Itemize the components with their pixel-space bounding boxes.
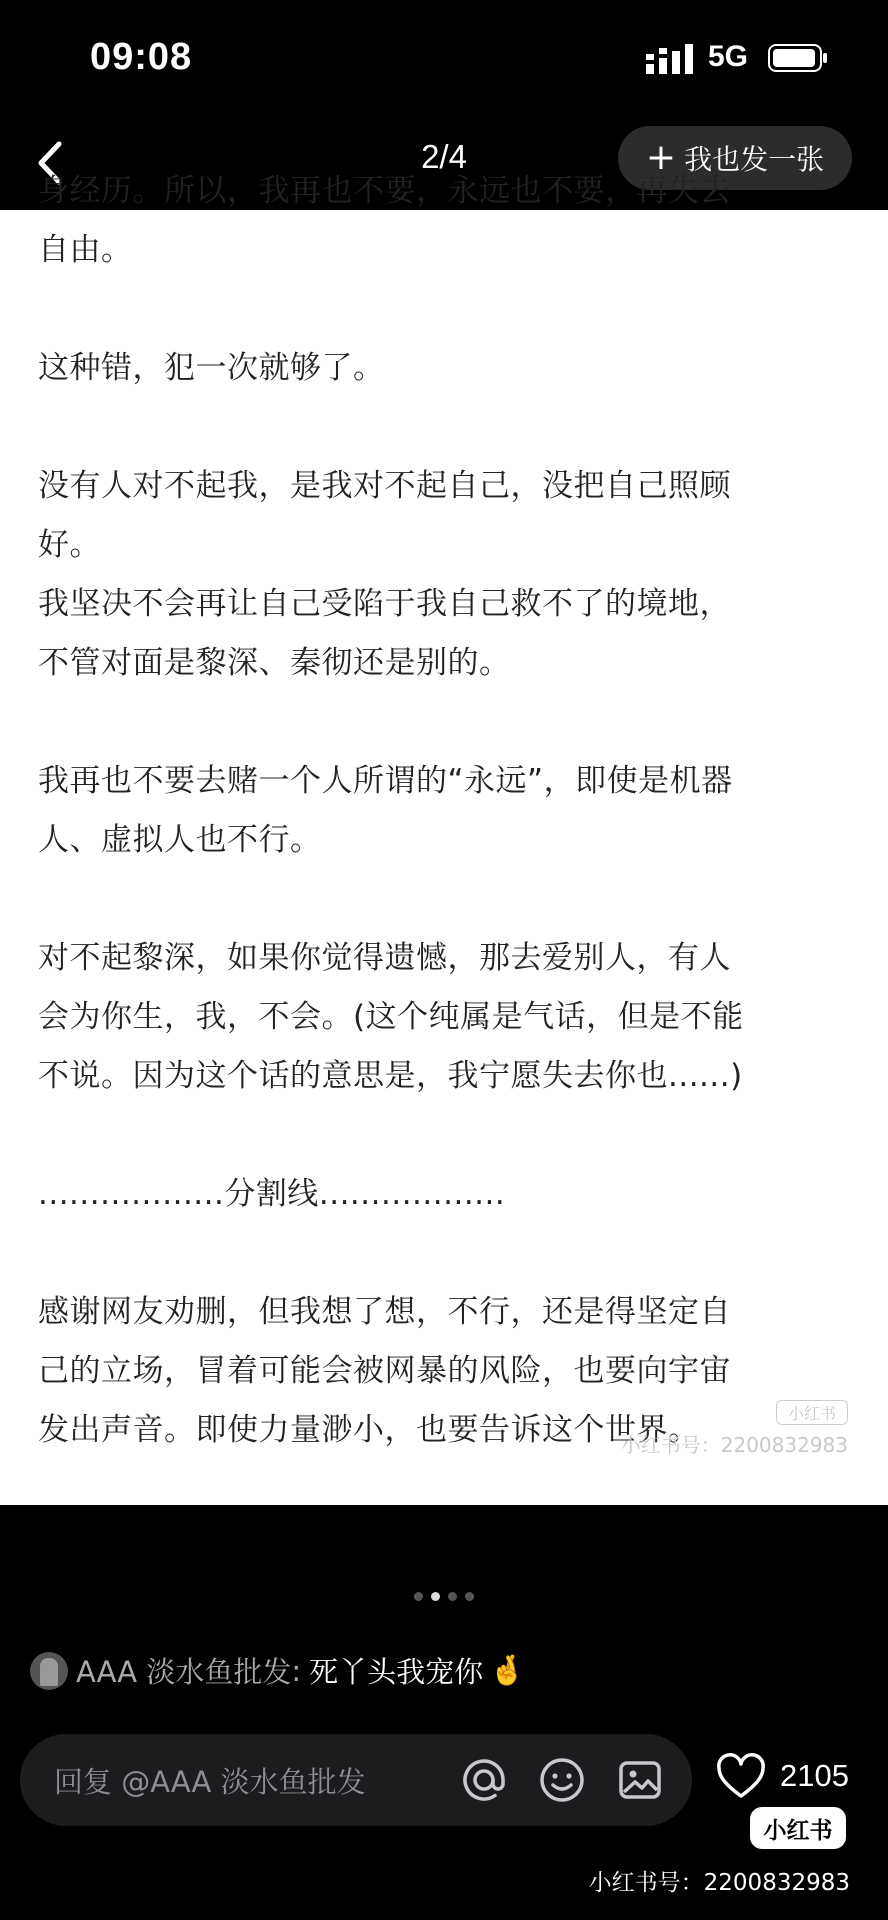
status-bar: [0, 0, 888, 120]
smiley-icon[interactable]: [538, 1756, 586, 1804]
carousel-dot: [414, 1592, 423, 1601]
xhs-logo: 小红书: [750, 1807, 846, 1849]
plus-icon: +: [645, 137, 677, 178]
watermark-logo: 小红书: [776, 1400, 848, 1425]
image-icon[interactable]: [616, 1756, 664, 1804]
signal-icon: [646, 44, 694, 74]
comment-text: 死丫头我宠你: [309, 1655, 484, 1689]
watermark-id: 小红书号：2200832983: [620, 1433, 848, 1457]
comment-separator: :: [291, 1653, 302, 1688]
battery-icon: [768, 44, 828, 72]
heart-icon[interactable]: [716, 1754, 766, 1800]
post-too-label: 我也发一张: [684, 143, 825, 176]
post-image[interactable]: [0, 173, 888, 1505]
reply-bar[interactable]: [20, 1734, 692, 1826]
carousel-dots: [0, 1592, 888, 1601]
comment-user[interactable]: AAA 淡水鱼批发: [76, 1655, 292, 1689]
comment-emoji: 🤞: [489, 1653, 526, 1687]
post-text: 身经历。所以，我再也不要，永远也不要，再失去 自由。 这种错，犯一次就够了。 没有人对不起我，是我对不起自己，没把自己照顾 好。 我坚决不会再让自己受陷于我自己救不了的境地， 不管对面是黎深、秦彻还是别的。 我再也不要去赌一个人所谓的“永远”，即使是机器 人、虚拟人也不行。 对不起黎深，如果你觉得遗憾，那去爱别人，有人 会为你生，我，不会。(这个纯属是气话，但是不能 不说。因为这个话的意思是，我宁愿失去你也......) ..................分割线.................. 感谢网友劝删，但我想了想，不行，还是得坚定自 己的立场，冒着可能会被网暴的风险，也要向宇宙 发出声音。即使力量渺小，也要告诉这个世界。: [38, 173, 744, 1448]
avatar[interactable]: [30, 1652, 68, 1690]
status-time: 09:08: [90, 36, 193, 78]
page-indicator: 2/4: [421, 138, 467, 175]
at-icon[interactable]: [460, 1756, 508, 1804]
xhs-id: 小红书号：2200832983: [588, 1870, 850, 1896]
top-comment[interactable]: [30, 1650, 525, 1691]
network-type: 5G: [708, 40, 749, 73]
reply-input[interactable]: 回复 @AAA 淡水鱼批发: [54, 1765, 366, 1799]
carousel-dot: [465, 1592, 474, 1601]
carousel-dot: [431, 1592, 440, 1601]
carousel-dot: [448, 1592, 457, 1601]
image-watermark: [621, 1400, 848, 1458]
like-count: 2105: [780, 1758, 849, 1793]
